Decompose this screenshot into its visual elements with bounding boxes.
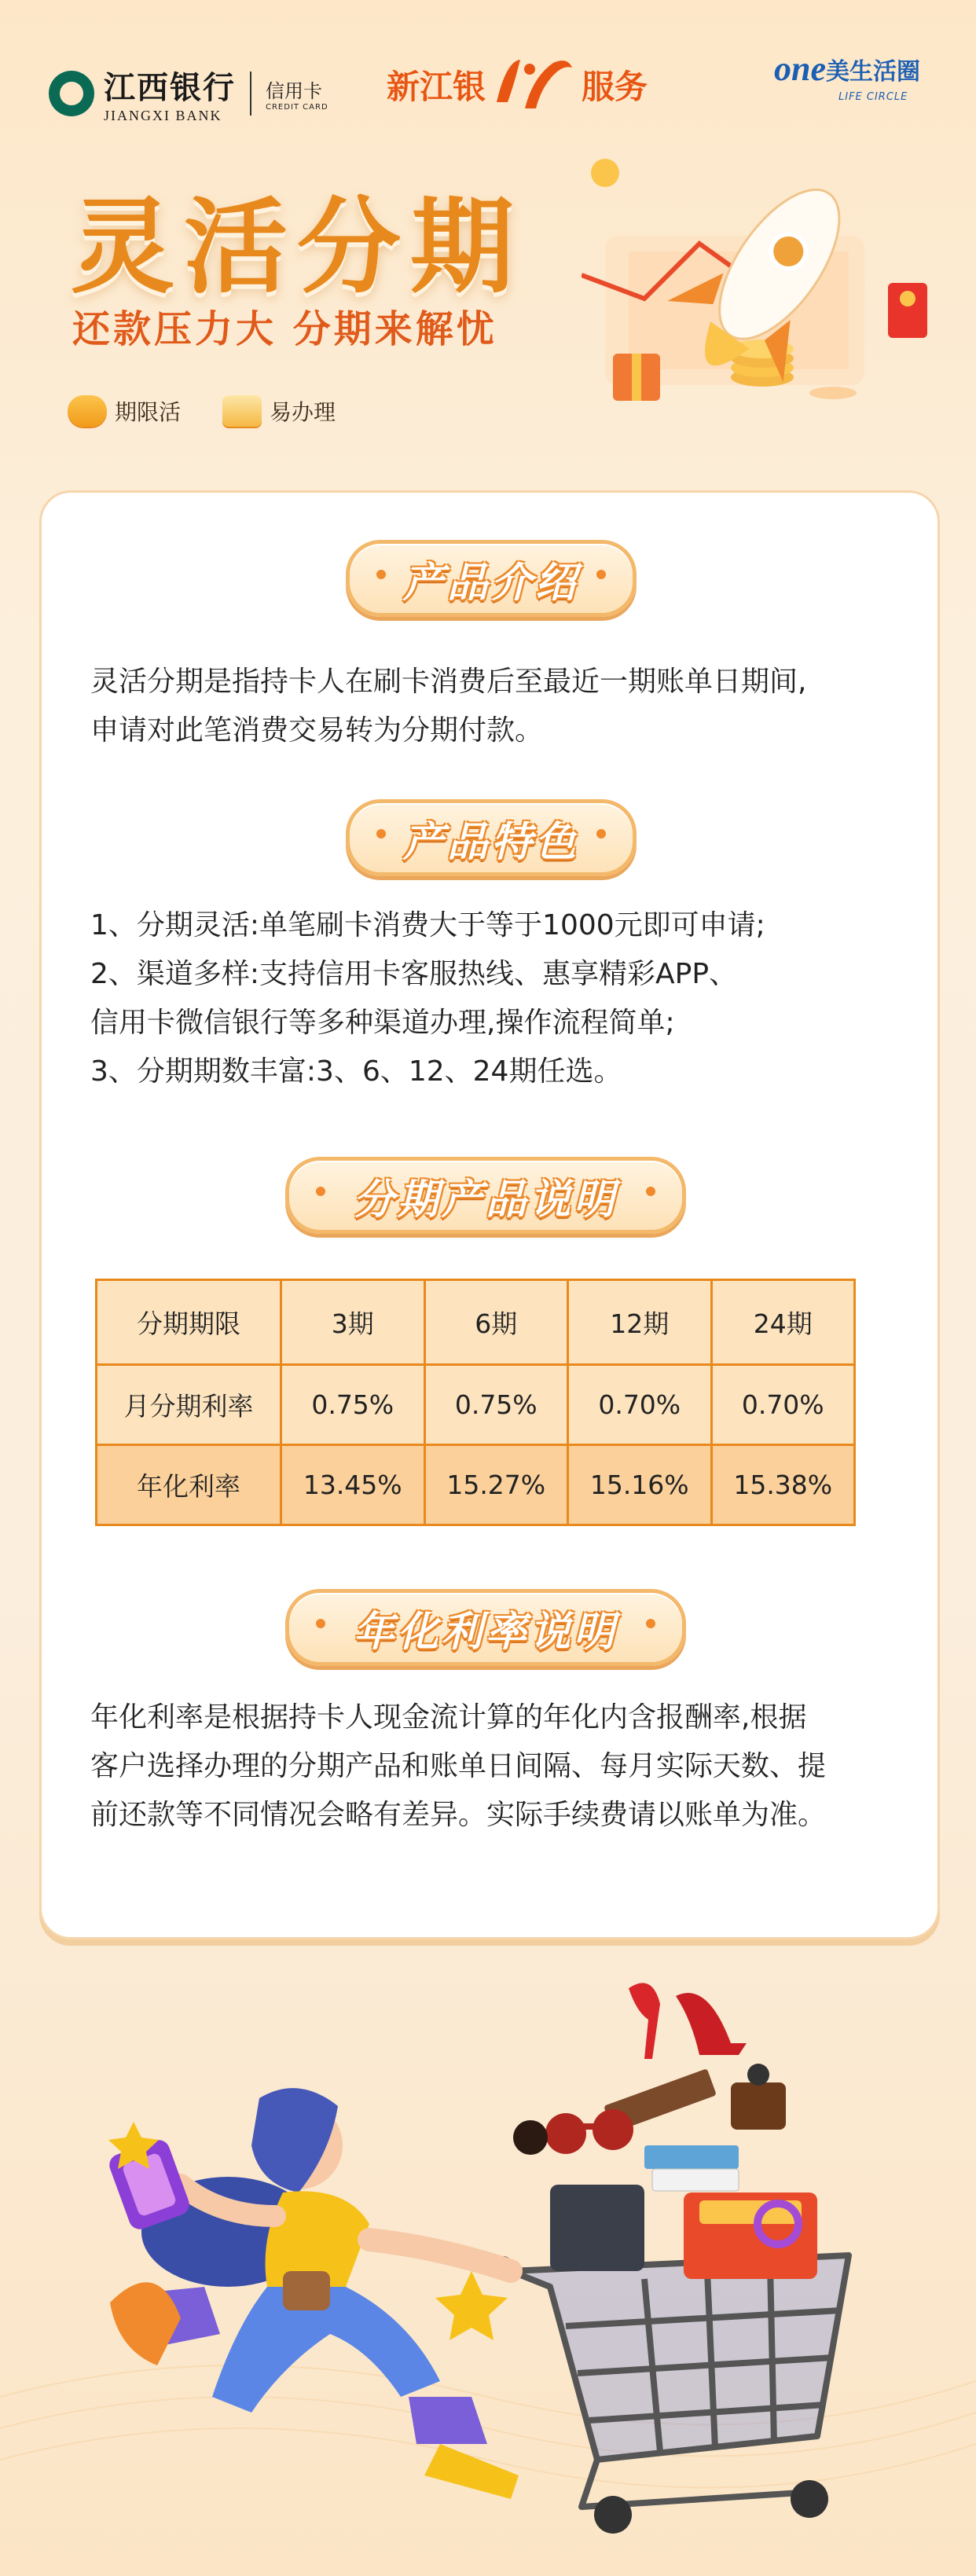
bank-logo-icon [49, 71, 94, 116]
hero-subtitle: 还款压力大 分期来解忧 [72, 307, 497, 351]
life-en-text: LIFE CIRCLE [838, 91, 908, 103]
table-row [97, 1365, 855, 1445]
hero-title: 灵活分期 [71, 187, 523, 308]
section-title-table [285, 1157, 686, 1234]
features-text [90, 901, 900, 1096]
document-icon [222, 395, 262, 427]
table-cell: 6期 [424, 1280, 568, 1365]
service-slogan [387, 53, 648, 116]
table-cell: 24期 [711, 1280, 855, 1365]
pill-dot-right [646, 1619, 655, 1628]
table-cell: 0.75% [281, 1365, 425, 1445]
section-title-text: 产品特色 [402, 818, 579, 866]
feature-line: 3、分期期数丰富:3、6、12、24期任选。 [90, 1055, 622, 1088]
service-right-text: 服务 [582, 68, 648, 106]
table-cell: 12期 [568, 1280, 712, 1365]
intro-line: 申请对此笔消费交易转为分期付款。 [90, 714, 544, 747]
annual-rate-text [90, 1693, 900, 1840]
table-cell: 13.45% [281, 1445, 425, 1525]
feature-line: 2、渠道多样:支持信用卡客服热线、惠享精彩APP、 [90, 958, 738, 990]
table-cell: 0.70% [568, 1365, 712, 1445]
section-title-annual-rate [285, 1589, 686, 1666]
annual-line: 前还款等不同情况会略有差异。实际手续费请以账单为准。 [90, 1799, 827, 1831]
chip-flexible-term [68, 395, 181, 427]
table-cell: 分期期限 [97, 1280, 281, 1365]
table-cell: 15.27% [424, 1445, 568, 1525]
table-cell: 月分期利率 [97, 1365, 281, 1445]
rocket-illustration [582, 141, 959, 440]
intro-line: 灵活分期是指持卡人在刷卡消费后至最近一期账单日期间, [90, 666, 807, 698]
table-cell: 0.70% [711, 1365, 855, 1445]
intro-text [90, 658, 900, 755]
bank-name-en: JIANGXI BANK [104, 108, 222, 123]
feature-line: 1、分期灵活:单笔刷卡消费大于等于1000元即可申请; [90, 909, 765, 941]
content-card [39, 490, 940, 1939]
section-title-intro [346, 540, 637, 617]
pill-dot-left [316, 1187, 325, 1196]
annual-line: 年化利率是根据持卡人现金流计算的年化内含报酬率,根据 [90, 1701, 807, 1734]
annual-line: 客户选择办理的分期产品和账单日间隔、每月实际天数、提 [90, 1750, 827, 1782]
life-cn-text: 美生活圈 [826, 57, 920, 86]
brand-divider [250, 72, 251, 116]
chip-label: 期限活 [115, 399, 182, 425]
chip-easy-apply [222, 395, 336, 427]
top-bar [0, 0, 976, 149]
table-cell: 年化利率 [97, 1445, 281, 1525]
section-title-features [346, 799, 637, 876]
table-cell: 15.38% [711, 1445, 855, 1525]
credit-card-en: CREDIT CARD [266, 103, 328, 112]
life-one-text: one [774, 50, 826, 88]
service-left-text: 新江银 [387, 68, 486, 106]
life-circle-logo [774, 49, 920, 103]
pill-dot-left [376, 829, 386, 838]
section-title-text: 年化利率说明 [353, 1608, 618, 1656]
shopping-illustration [0, 1957, 976, 2576]
pill-dot-right [646, 1187, 655, 1196]
feature-line: 信用卡微信银行等多种渠道办理,操作流程简单; [90, 1007, 675, 1039]
section-title-text: 分期产品说明 [353, 1176, 618, 1224]
pill-dot-right [596, 829, 606, 838]
section-title-text: 产品介绍 [402, 559, 579, 607]
credit-card-cn: 信用卡 [266, 80, 322, 102]
table-cell: 3期 [281, 1280, 425, 1365]
chip-label: 易办理 [270, 399, 336, 425]
heart-icon [490, 53, 577, 116]
bank-name: 江西银行 [104, 69, 236, 106]
pill-dot-left [316, 1619, 325, 1628]
installment-rate-table [95, 1279, 856, 1526]
credit-card-label [266, 75, 328, 112]
table-row [97, 1280, 855, 1365]
table-cell: 0.75% [424, 1365, 568, 1445]
table-cell: 15.16% [568, 1445, 712, 1525]
coin-icon [68, 395, 107, 427]
pill-dot-right [596, 570, 606, 579]
bank-brand [49, 63, 328, 124]
pill-dot-left [376, 570, 386, 579]
table-row [97, 1445, 855, 1525]
bank-text [104, 63, 236, 124]
